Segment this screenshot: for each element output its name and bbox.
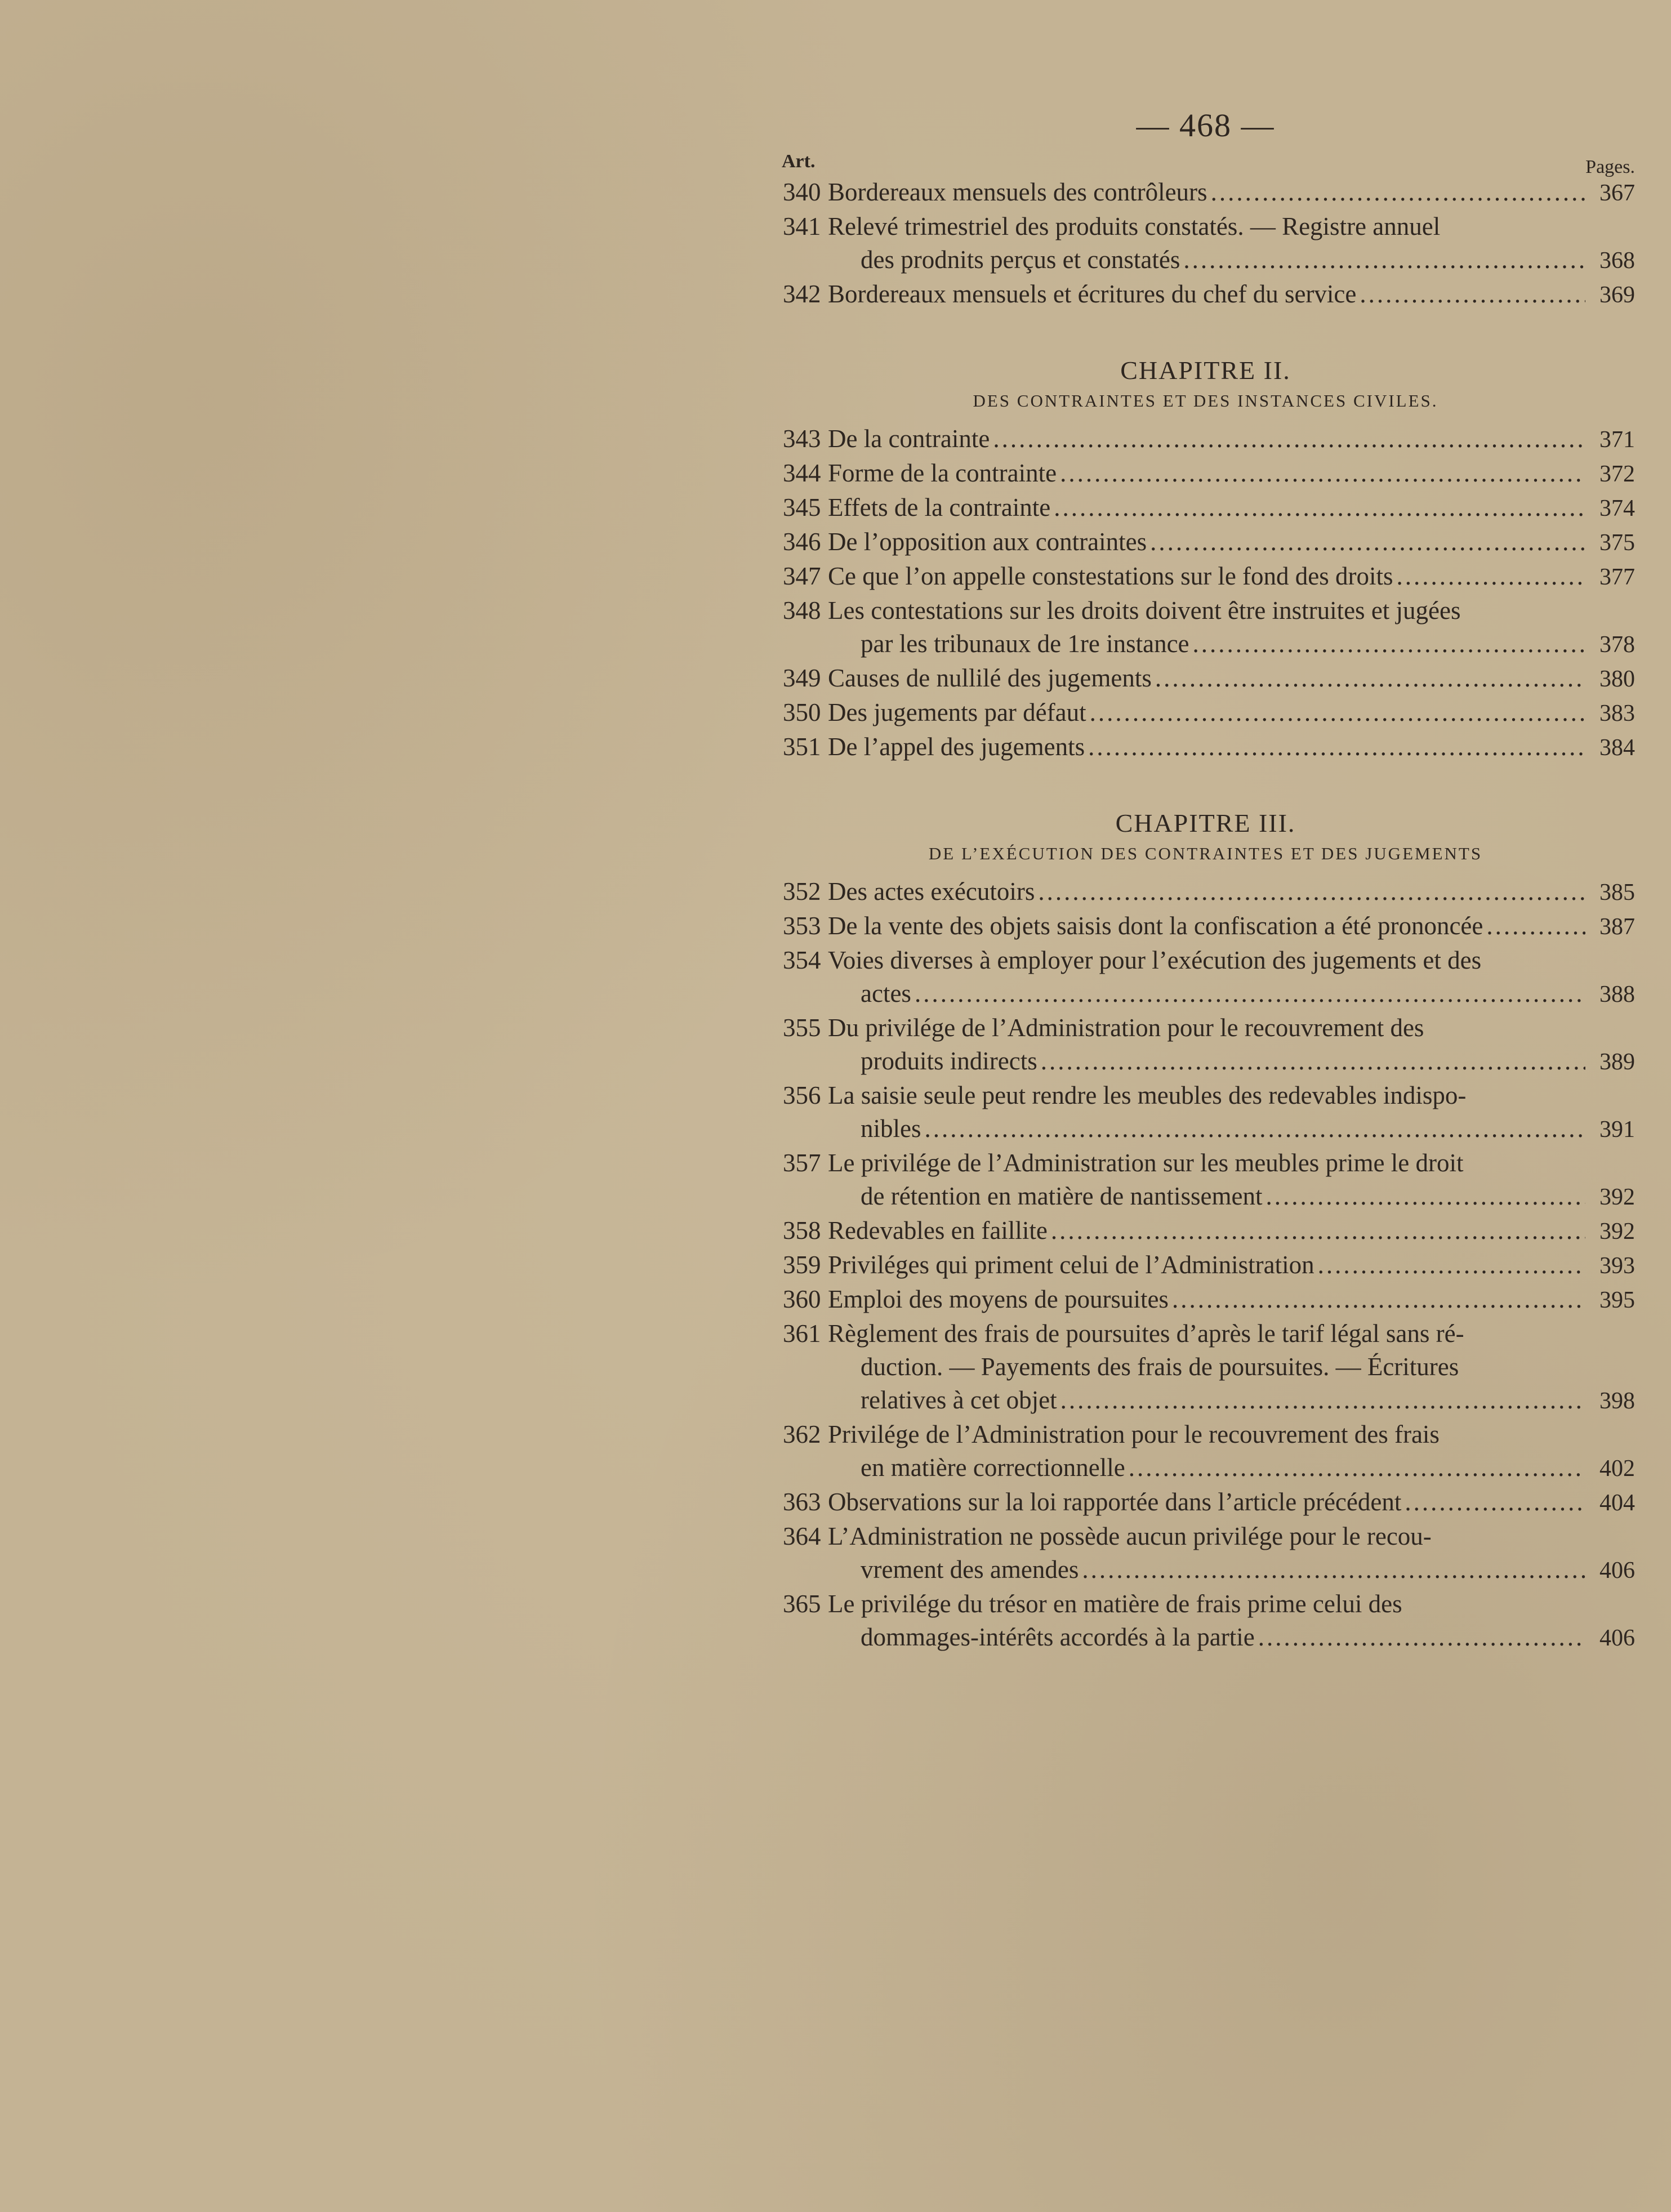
article-number: 344 bbox=[783, 459, 821, 487]
page-reference: 383 bbox=[1599, 701, 1635, 726]
entry-title-text: dommages-intérêts accordés à la partie bbox=[861, 1623, 1255, 1651]
toc-entry bbox=[776, 176, 1635, 210]
entry-title bbox=[828, 730, 1635, 765]
article-column-header: Art. bbox=[782, 151, 816, 172]
article-number: 347 bbox=[783, 562, 821, 590]
entry-title-line: Le privilége du trésor en matière de frais prime celui des bbox=[828, 1590, 1402, 1618]
entry-title-line bbox=[828, 1621, 1635, 1655]
entry-title-text: vrement des amendes bbox=[861, 1555, 1079, 1584]
toc-entry bbox=[776, 594, 1635, 662]
entry-title-line bbox=[828, 1214, 1635, 1248]
entry-title bbox=[828, 1079, 1635, 1147]
toc-entry bbox=[776, 457, 1635, 491]
toc-entry bbox=[776, 1214, 1635, 1248]
entry-title-line bbox=[828, 875, 1635, 909]
entry-title-line bbox=[828, 662, 1635, 696]
dot-leader bbox=[1265, 1180, 1585, 1213]
toc-entry bbox=[776, 662, 1635, 696]
entry-title bbox=[828, 1418, 1635, 1486]
entry-title bbox=[828, 1214, 1635, 1248]
entry-title bbox=[828, 1486, 1635, 1520]
entry-title-line bbox=[828, 491, 1635, 525]
article-number: 349 bbox=[783, 664, 821, 692]
page-reference: 372 bbox=[1599, 461, 1635, 487]
toc-entry bbox=[776, 210, 1635, 278]
entry-title-line bbox=[828, 909, 1635, 944]
entry-title-line: Du privilége de l’Administration pour le recouvrement des bbox=[828, 1014, 1424, 1042]
page-reference: 391 bbox=[1599, 1117, 1635, 1143]
toc-entry bbox=[776, 875, 1635, 909]
entry-title bbox=[828, 457, 1635, 491]
entry-title-line: Règlement des frais de poursuites d’après le tarif légal sans ré- bbox=[828, 1319, 1464, 1348]
entry-title-text: De la contrainte bbox=[828, 425, 990, 453]
toc-entry bbox=[776, 422, 1635, 457]
entry-title-text: De la vente des objets saisis dont la confiscation a été prononcée bbox=[828, 912, 1483, 940]
page-reference: 389 bbox=[1599, 1049, 1635, 1075]
dot-leader bbox=[915, 977, 1585, 1010]
article-number: 353 bbox=[783, 912, 821, 940]
toc-entry bbox=[776, 1317, 1635, 1418]
dot-leader bbox=[1360, 278, 1585, 311]
dot-leader bbox=[1405, 1486, 1585, 1519]
page-reference: 387 bbox=[1599, 914, 1635, 940]
entry-title-line bbox=[828, 627, 1635, 662]
entry-title-text: relatives à cet objet bbox=[861, 1386, 1057, 1414]
dot-leader bbox=[1183, 243, 1585, 276]
entry-title-line: Les contestations sur les droits doivent être instruites et jugées bbox=[828, 596, 1461, 625]
entry-title bbox=[828, 1283, 1635, 1317]
entry-title-text: Causes de nullilé des jugements bbox=[828, 664, 1152, 692]
entry-title-line bbox=[828, 1283, 1635, 1317]
page-reference: 371 bbox=[1599, 427, 1635, 453]
toc-entry bbox=[776, 1486, 1635, 1520]
entry-title-text: en matière correctionnelle bbox=[861, 1453, 1125, 1482]
article-number: 340 bbox=[783, 178, 821, 206]
entry-title-text: Des jugements par défaut bbox=[828, 698, 1086, 726]
entry-title-line: Le privilége de l’Administration sur les meubles prime le droit bbox=[828, 1149, 1464, 1177]
page-reference: 392 bbox=[1599, 1219, 1635, 1245]
entry-title bbox=[828, 176, 1635, 210]
page-reference: 384 bbox=[1599, 735, 1635, 761]
entry-title bbox=[828, 875, 1635, 909]
dot-leader bbox=[1155, 662, 1585, 695]
entry-title-text: Effets de la contrainte bbox=[828, 493, 1051, 521]
entry-title-line bbox=[828, 696, 1635, 730]
entry-title bbox=[828, 662, 1635, 696]
toc-entry bbox=[776, 1283, 1635, 1317]
article-number: 363 bbox=[783, 1488, 821, 1516]
entry-title bbox=[828, 525, 1635, 560]
dot-leader bbox=[1090, 696, 1585, 729]
entry-title-text: De l’appel des jugements bbox=[828, 733, 1085, 761]
article-number: 342 bbox=[783, 280, 821, 308]
article-number: 358 bbox=[783, 1216, 821, 1245]
chapter-heading: CHAPITRE III. bbox=[1115, 809, 1296, 837]
entry-title-text: Forme de la contrainte bbox=[828, 459, 1057, 487]
page-reference: 404 bbox=[1599, 1490, 1635, 1516]
entry-title bbox=[828, 696, 1635, 730]
article-number: 341 bbox=[783, 212, 821, 240]
article-number: 359 bbox=[783, 1251, 821, 1279]
dot-leader bbox=[1150, 525, 1585, 559]
dot-leader bbox=[1397, 560, 1585, 593]
page-reference: 385 bbox=[1599, 880, 1635, 906]
dot-leader bbox=[1129, 1451, 1585, 1484]
entry-title-line bbox=[828, 422, 1635, 457]
article-number: 350 bbox=[783, 698, 821, 726]
page-reference: 380 bbox=[1599, 666, 1635, 692]
table-of-contents bbox=[776, 100, 1635, 1655]
page-reference: 369 bbox=[1599, 282, 1635, 308]
entry-title-text: Des actes exécutoirs bbox=[828, 877, 1035, 906]
entry-title-line: La saisie seule peut rendre les meubles des redevables indispo- bbox=[828, 1081, 1467, 1109]
entry-title-line bbox=[828, 1384, 1635, 1418]
entry-title bbox=[828, 909, 1635, 944]
entry-title-line bbox=[828, 1112, 1635, 1147]
entry-title bbox=[828, 1587, 1635, 1655]
entry-title bbox=[828, 560, 1635, 594]
page-reference: 398 bbox=[1599, 1388, 1635, 1414]
dot-leader bbox=[993, 422, 1585, 456]
entry-title-line: L’Administration ne possède aucun privilége pour le recou- bbox=[828, 1522, 1432, 1550]
page-reference: 374 bbox=[1599, 496, 1635, 521]
entry-title-line bbox=[828, 1248, 1635, 1283]
toc-entry bbox=[776, 1587, 1635, 1655]
toc-entry bbox=[776, 730, 1635, 765]
pages-column-header: Pages. bbox=[1585, 157, 1635, 177]
entry-title bbox=[828, 1317, 1635, 1418]
page-reference: 377 bbox=[1599, 564, 1635, 590]
article-number: 354 bbox=[783, 946, 821, 974]
entry-title-line bbox=[828, 1451, 1635, 1486]
dot-leader bbox=[1038, 875, 1585, 908]
dot-leader bbox=[1211, 176, 1585, 209]
entry-title-text: Observations sur la loi rapportée dans l’article précédent bbox=[828, 1488, 1402, 1516]
page-reference: 388 bbox=[1599, 982, 1635, 1007]
dot-leader bbox=[1051, 1214, 1585, 1247]
entry-title-text: produits indirects bbox=[861, 1047, 1037, 1075]
entry-title bbox=[828, 1011, 1635, 1079]
dot-leader bbox=[1193, 627, 1585, 661]
column-headers bbox=[776, 151, 1635, 177]
page-reference: 367 bbox=[1599, 180, 1635, 206]
entry-title-text: nibles bbox=[861, 1114, 921, 1143]
entry-title-line bbox=[828, 243, 1635, 278]
toc-entry bbox=[776, 944, 1635, 1011]
toc-entry bbox=[776, 278, 1635, 312]
toc-entry bbox=[776, 1147, 1635, 1214]
page-reference: 392 bbox=[1599, 1184, 1635, 1210]
article-number: 362 bbox=[783, 1420, 821, 1448]
dot-leader bbox=[1060, 1384, 1585, 1417]
dot-leader bbox=[1486, 909, 1585, 943]
article-number: 357 bbox=[783, 1149, 821, 1177]
entry-title-line bbox=[828, 278, 1635, 312]
entry-title-line: duction. — Payements des frais de poursuites. — Écritures bbox=[861, 1353, 1459, 1381]
page-reference: 368 bbox=[1599, 248, 1635, 274]
article-number: 351 bbox=[783, 733, 821, 761]
entry-title-text: par les tribunaux de 1re instance bbox=[861, 630, 1189, 658]
dot-leader bbox=[1082, 1553, 1585, 1586]
entry-title-text: Redevables en faillite bbox=[828, 1216, 1048, 1245]
dot-leader bbox=[925, 1112, 1586, 1145]
entry-title-text: Emploi des moyens de poursuites bbox=[828, 1285, 1169, 1313]
article-number: 355 bbox=[783, 1014, 821, 1042]
entry-title bbox=[828, 491, 1635, 525]
entry-title-line bbox=[828, 1045, 1635, 1079]
toc-entry bbox=[776, 525, 1635, 560]
article-number: 365 bbox=[783, 1590, 821, 1618]
article-number: 364 bbox=[783, 1522, 821, 1550]
page-number: — 468 — bbox=[1136, 107, 1275, 144]
article-number: 352 bbox=[783, 877, 821, 906]
entry-title-line bbox=[828, 1553, 1635, 1587]
page-reference: 393 bbox=[1599, 1253, 1635, 1279]
entry-title-text: De l’opposition aux contraintes bbox=[828, 528, 1147, 556]
dot-leader bbox=[1318, 1248, 1585, 1282]
toc-entry bbox=[776, 560, 1635, 594]
entry-title-line bbox=[828, 560, 1635, 594]
dot-leader bbox=[1054, 491, 1585, 524]
article-number: 348 bbox=[783, 596, 821, 625]
toc-entry bbox=[776, 1520, 1635, 1587]
entry-title bbox=[828, 210, 1635, 278]
toc-entry bbox=[776, 1011, 1635, 1079]
chapter-heading: CHAPITRE II. bbox=[1120, 356, 1291, 385]
toc-entry bbox=[776, 491, 1635, 525]
article-number: 361 bbox=[783, 1319, 821, 1348]
article-number: 345 bbox=[783, 493, 821, 521]
page-reference: 406 bbox=[1599, 1625, 1635, 1651]
entry-title-text: Ce que l’on appelle constestations sur le fond des droits bbox=[828, 562, 1393, 590]
page-reference: 395 bbox=[1599, 1287, 1635, 1313]
article-number: 356 bbox=[783, 1081, 821, 1109]
page-reference: 375 bbox=[1599, 530, 1635, 556]
page-reference: 378 bbox=[1599, 632, 1635, 658]
entry-title bbox=[828, 278, 1635, 312]
toc-entry bbox=[776, 1248, 1635, 1283]
toc-entry bbox=[776, 1079, 1635, 1147]
entry-title bbox=[828, 594, 1635, 662]
entry-title-line bbox=[828, 1180, 1635, 1214]
entry-title-line bbox=[828, 525, 1635, 560]
dot-leader bbox=[1172, 1283, 1585, 1316]
toc-entry bbox=[776, 1418, 1635, 1486]
entry-title bbox=[828, 1248, 1635, 1283]
entry-title-line: Voies diverses à employer pour l’exécution des jugements et des bbox=[828, 946, 1482, 974]
article-number: 360 bbox=[783, 1285, 821, 1313]
entry-title-text: Bordereaux mensuels des contrôleurs bbox=[828, 178, 1207, 206]
entry-title-line bbox=[828, 977, 1635, 1011]
entry-title-text: Priviléges qui priment celui de l’Administration bbox=[828, 1251, 1314, 1279]
entry-title bbox=[828, 1147, 1635, 1214]
page-reference: 406 bbox=[1599, 1558, 1635, 1584]
entry-title bbox=[828, 422, 1635, 457]
toc-body bbox=[776, 176, 1635, 1655]
article-number: 346 bbox=[783, 528, 821, 556]
entry-title bbox=[828, 944, 1635, 1011]
entry-title-text: Bordereaux mensuels et écritures du chef du service bbox=[828, 280, 1357, 308]
entry-title-line bbox=[828, 176, 1635, 210]
dot-leader bbox=[1060, 457, 1585, 490]
entry-title-text: de rétention en matière de nantissement bbox=[861, 1182, 1263, 1210]
chapter-subtitle: DES CONTRAINTES ET DES INSTANCES CIVILES. bbox=[973, 391, 1438, 411]
entry-title-line bbox=[828, 730, 1635, 765]
entry-title-line bbox=[828, 1486, 1635, 1520]
entry-title-text: des prodnits perçus et constatés bbox=[861, 246, 1180, 274]
dot-leader bbox=[1041, 1045, 1585, 1078]
chapter-subtitle: DE L’EXÉCUTION DES CONTRAINTES ET DES JUGEMENTS bbox=[928, 844, 1483, 863]
article-number: 343 bbox=[783, 425, 821, 453]
entry-title bbox=[828, 1520, 1635, 1587]
entry-title-line bbox=[828, 457, 1635, 491]
toc-entry bbox=[776, 909, 1635, 944]
entry-title-text: actes bbox=[861, 979, 911, 1007]
toc-entry bbox=[776, 696, 1635, 730]
entry-title-line: Privilége de l’Administration pour le recouvrement des frais bbox=[828, 1420, 1440, 1448]
page-reference: 402 bbox=[1599, 1456, 1635, 1482]
dot-leader bbox=[1258, 1621, 1585, 1654]
dot-leader bbox=[1088, 730, 1585, 764]
entry-title-line: Relevé trimestriel des produits constatés. — Registre annuel bbox=[828, 212, 1441, 240]
